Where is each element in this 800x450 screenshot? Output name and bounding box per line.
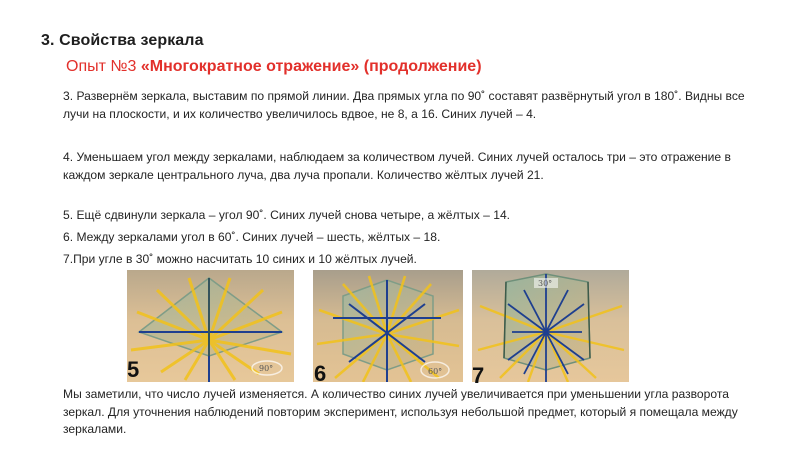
photo-number-6: 6 xyxy=(314,361,327,386)
subtitle-prefix: Опыт №3 xyxy=(66,58,141,75)
photo-mirrors-60 xyxy=(313,270,463,382)
mirror-photo-90-illustration xyxy=(127,270,294,382)
paragraph-step-7: 7.При угле в 30˚ можно насчитать 10 синих и 10 жёлтых лучей. xyxy=(63,252,417,266)
experiment-subtitle xyxy=(66,58,482,76)
paragraph-step-4: 4. Уменьшаем угол между зеркалами, наблюдаем за количеством лучей. Синих лучей осталось три – это отражение в каждом зеркале центрального луча, два луча пропали. Количество жёлтых лучей 21. xyxy=(63,150,731,182)
mirror-photo-60-illustration xyxy=(313,270,463,382)
photo-mirrors-90 xyxy=(127,270,294,382)
mirror-photo-30-illustration xyxy=(472,270,629,382)
angle-label-90: 90° xyxy=(259,364,274,373)
paragraph-step-5: 5. Ещё сдвинули зеркала – угол 90˚. Синих лучей снова четыре, а жёлтых – 14. xyxy=(63,208,511,222)
photo-number-7: 7 xyxy=(472,363,485,388)
section-title: 3. Свойства зеркала xyxy=(41,32,204,49)
photo-number-5: 5 xyxy=(127,357,140,382)
paragraph-step-6: 6. Между зеркалами угол в 60˚. Синих лучей – шесть, жёлтых – 18. xyxy=(63,230,441,244)
angle-label-60: 60° xyxy=(428,367,443,376)
conclusion-text: Мы заметили, что число лучей изменяется. А количество синих лучей увеличивается при уменьшении угла разворота зеркал. Для уточнения наблюдений повторим эксперимент, используя небольшой предмет, который я помещала между зеркалами. xyxy=(63,387,738,436)
paragraph-step-3: 3. Развернём зеркала, выставим по прямой линии. Два прямых угла по 90˚ составят развёрнутый угол в 180˚. Видны все лучи на плоскости, и их количество увеличилось вдвое, не 8, а 16. Синих лучей – 4. xyxy=(63,89,745,121)
angle-label-30: 30° xyxy=(538,279,553,288)
photo-mirrors-30 xyxy=(472,270,629,382)
subtitle-bold: «Многократное отражение» (продолжение) xyxy=(140,58,482,75)
